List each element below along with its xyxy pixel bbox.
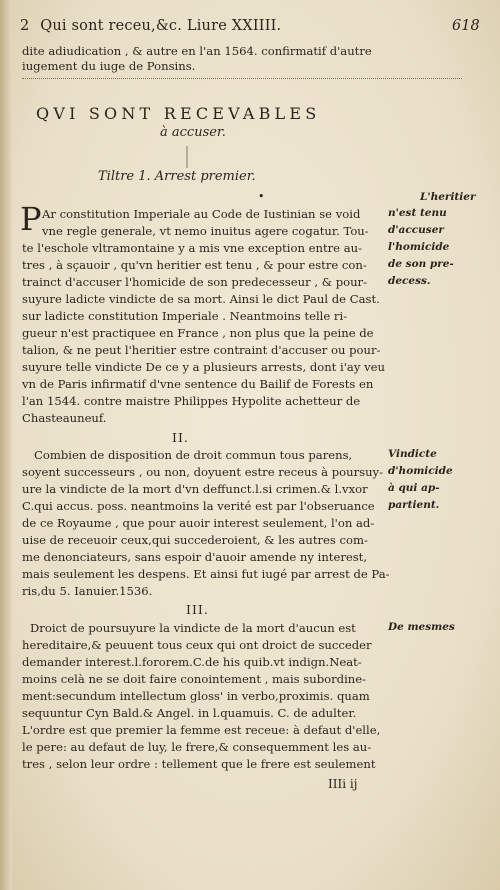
text-line: suyure telle vindicte De ce y a plusieurs arrests, dont i'ay veu: [22, 360, 385, 374]
section-number: II.: [172, 430, 189, 445]
text-line: sequuntur Cyn Bald.& Angel. in l.quamuis. C. de adulter.: [22, 706, 357, 720]
page-gutter-shadow: [0, 0, 12, 890]
margin-note: L'heritier: [420, 191, 476, 203]
margin-note: l'homicide: [388, 241, 450, 253]
text-line: vne regle generale, vt nemo inuitus agere cogatur. Tou-: [42, 224, 369, 238]
margin-note: Vindicte: [388, 448, 437, 460]
text-line: tres , à sçauoir , qu'vn heritier est tenu , & pour estre con-: [22, 258, 367, 272]
margin-note: decess.: [388, 275, 431, 287]
margin-note: partient.: [388, 499, 440, 511]
text-line: moins celà ne se doit faire conointement , mais subordine-: [22, 672, 367, 686]
text-line: L'ordre est que premier la femme est receue: à defaut d'elle,: [22, 723, 381, 737]
section-subtitle: à accuser.: [160, 125, 226, 140]
text-line: Combien de disposition de droit commun tous parens,: [34, 448, 353, 462]
text-line: hereditaire,& peuuent tous ceux qui ont droict de succeder: [22, 638, 372, 652]
text-line: ris,du 5. Ianuier.1536.: [22, 584, 153, 598]
margin-note: d'homicide: [388, 465, 453, 477]
text-line: ment:secundum intellectum gloss' in verbo,proximis. quam: [22, 689, 370, 703]
text-line: me denonciateurs, sans espoir d'auoir amende ny interest,: [22, 550, 368, 564]
text-line: suyure ladicte vindicte de sa mort. Ainsi le dict Paul de Cast.: [22, 292, 380, 306]
folio-right: 618: [452, 18, 480, 34]
margin-note: De mesmes: [388, 621, 455, 633]
text-line: ure la vindicte de la mort d'vn deffunct.l.si crimen.& l.vxor: [22, 482, 368, 496]
text-line: dite adiudication , & autre en l'an 1564. confirmatif d'autre: [22, 44, 372, 58]
text-line: sur ladicte constitution Imperiale . Neantmoins telle ri-: [22, 309, 348, 323]
text-line: talion, & ne peut l'heritier estre contraint d'accuser ou pour-: [22, 343, 381, 357]
text-line: Ar constitution Imperiale au Code de Iustinian se void: [42, 207, 361, 221]
text-line: le pere: au defaut de luy, le frere,& consequemment les au-: [22, 740, 372, 754]
text-line: l'an 1544. contre maistre Philippes Hypolite achetteur de: [22, 394, 361, 408]
text-line: iugement du iuge de Ponsins.: [22, 59, 196, 73]
title-line: Tiltre 1. Arrest premier.: [98, 169, 256, 184]
text-line: de ce Royaume , que pour auoir interest seulement, l'on ad-: [22, 516, 375, 530]
running-title: Qui sont receu,&c. Liure XXIIII.: [40, 18, 282, 34]
catchword: IIIi ij: [328, 777, 358, 791]
text-line: demander interest.l.fororem.C.de his quib.vt indign.Neat-: [22, 655, 362, 669]
margin-note: d'accuser: [388, 224, 444, 236]
text-line: C.qui accus. poss. neantmoins la verité est par l'obseruance: [22, 499, 375, 513]
drop-cap: P: [20, 200, 42, 238]
text-line: trainct d'accuser l'homicide de son predecesseur , & pour-: [22, 275, 368, 289]
text-line: uise de receuoir ceux,qui succederoient, & les autres com-: [22, 533, 368, 547]
margin-note: de son pre-: [388, 258, 454, 270]
text-line: Droict de poursuyure la vindicte de la mort d'aucun est: [30, 621, 356, 635]
ornament-dot: •: [258, 190, 265, 203]
section-number: III.: [186, 602, 209, 617]
running-header: [20, 18, 392, 34]
text-line: mais seulement les despens. Et ainsi fut iugé par arrest de Pa-: [22, 567, 390, 581]
text-line: tres , selon leur ordre : tellement que le frere est seulement: [22, 757, 376, 771]
section-divider: [22, 78, 462, 80]
text-line: Chasteauneuf.: [22, 411, 107, 425]
section-title: QVI SONT RECEVABLES: [36, 104, 321, 123]
text-line: te l'eschole vltramontaine y a mis vne exception entre au-: [22, 241, 362, 255]
folio-left: 2: [20, 18, 30, 34]
text-line: soyent successeurs , ou non, doyuent estre receus à poursuy-: [22, 465, 384, 479]
margin-note: n'est tenu: [388, 207, 447, 219]
ink-smudge: [186, 146, 188, 168]
margin-note: à qui ap-: [388, 482, 440, 494]
text-line: gueur n'est practiquee en France , non plus que la peine de: [22, 326, 374, 340]
text-line: vn de Paris infirmatif d'vne sentence du Bailif de Forests en: [22, 377, 374, 391]
